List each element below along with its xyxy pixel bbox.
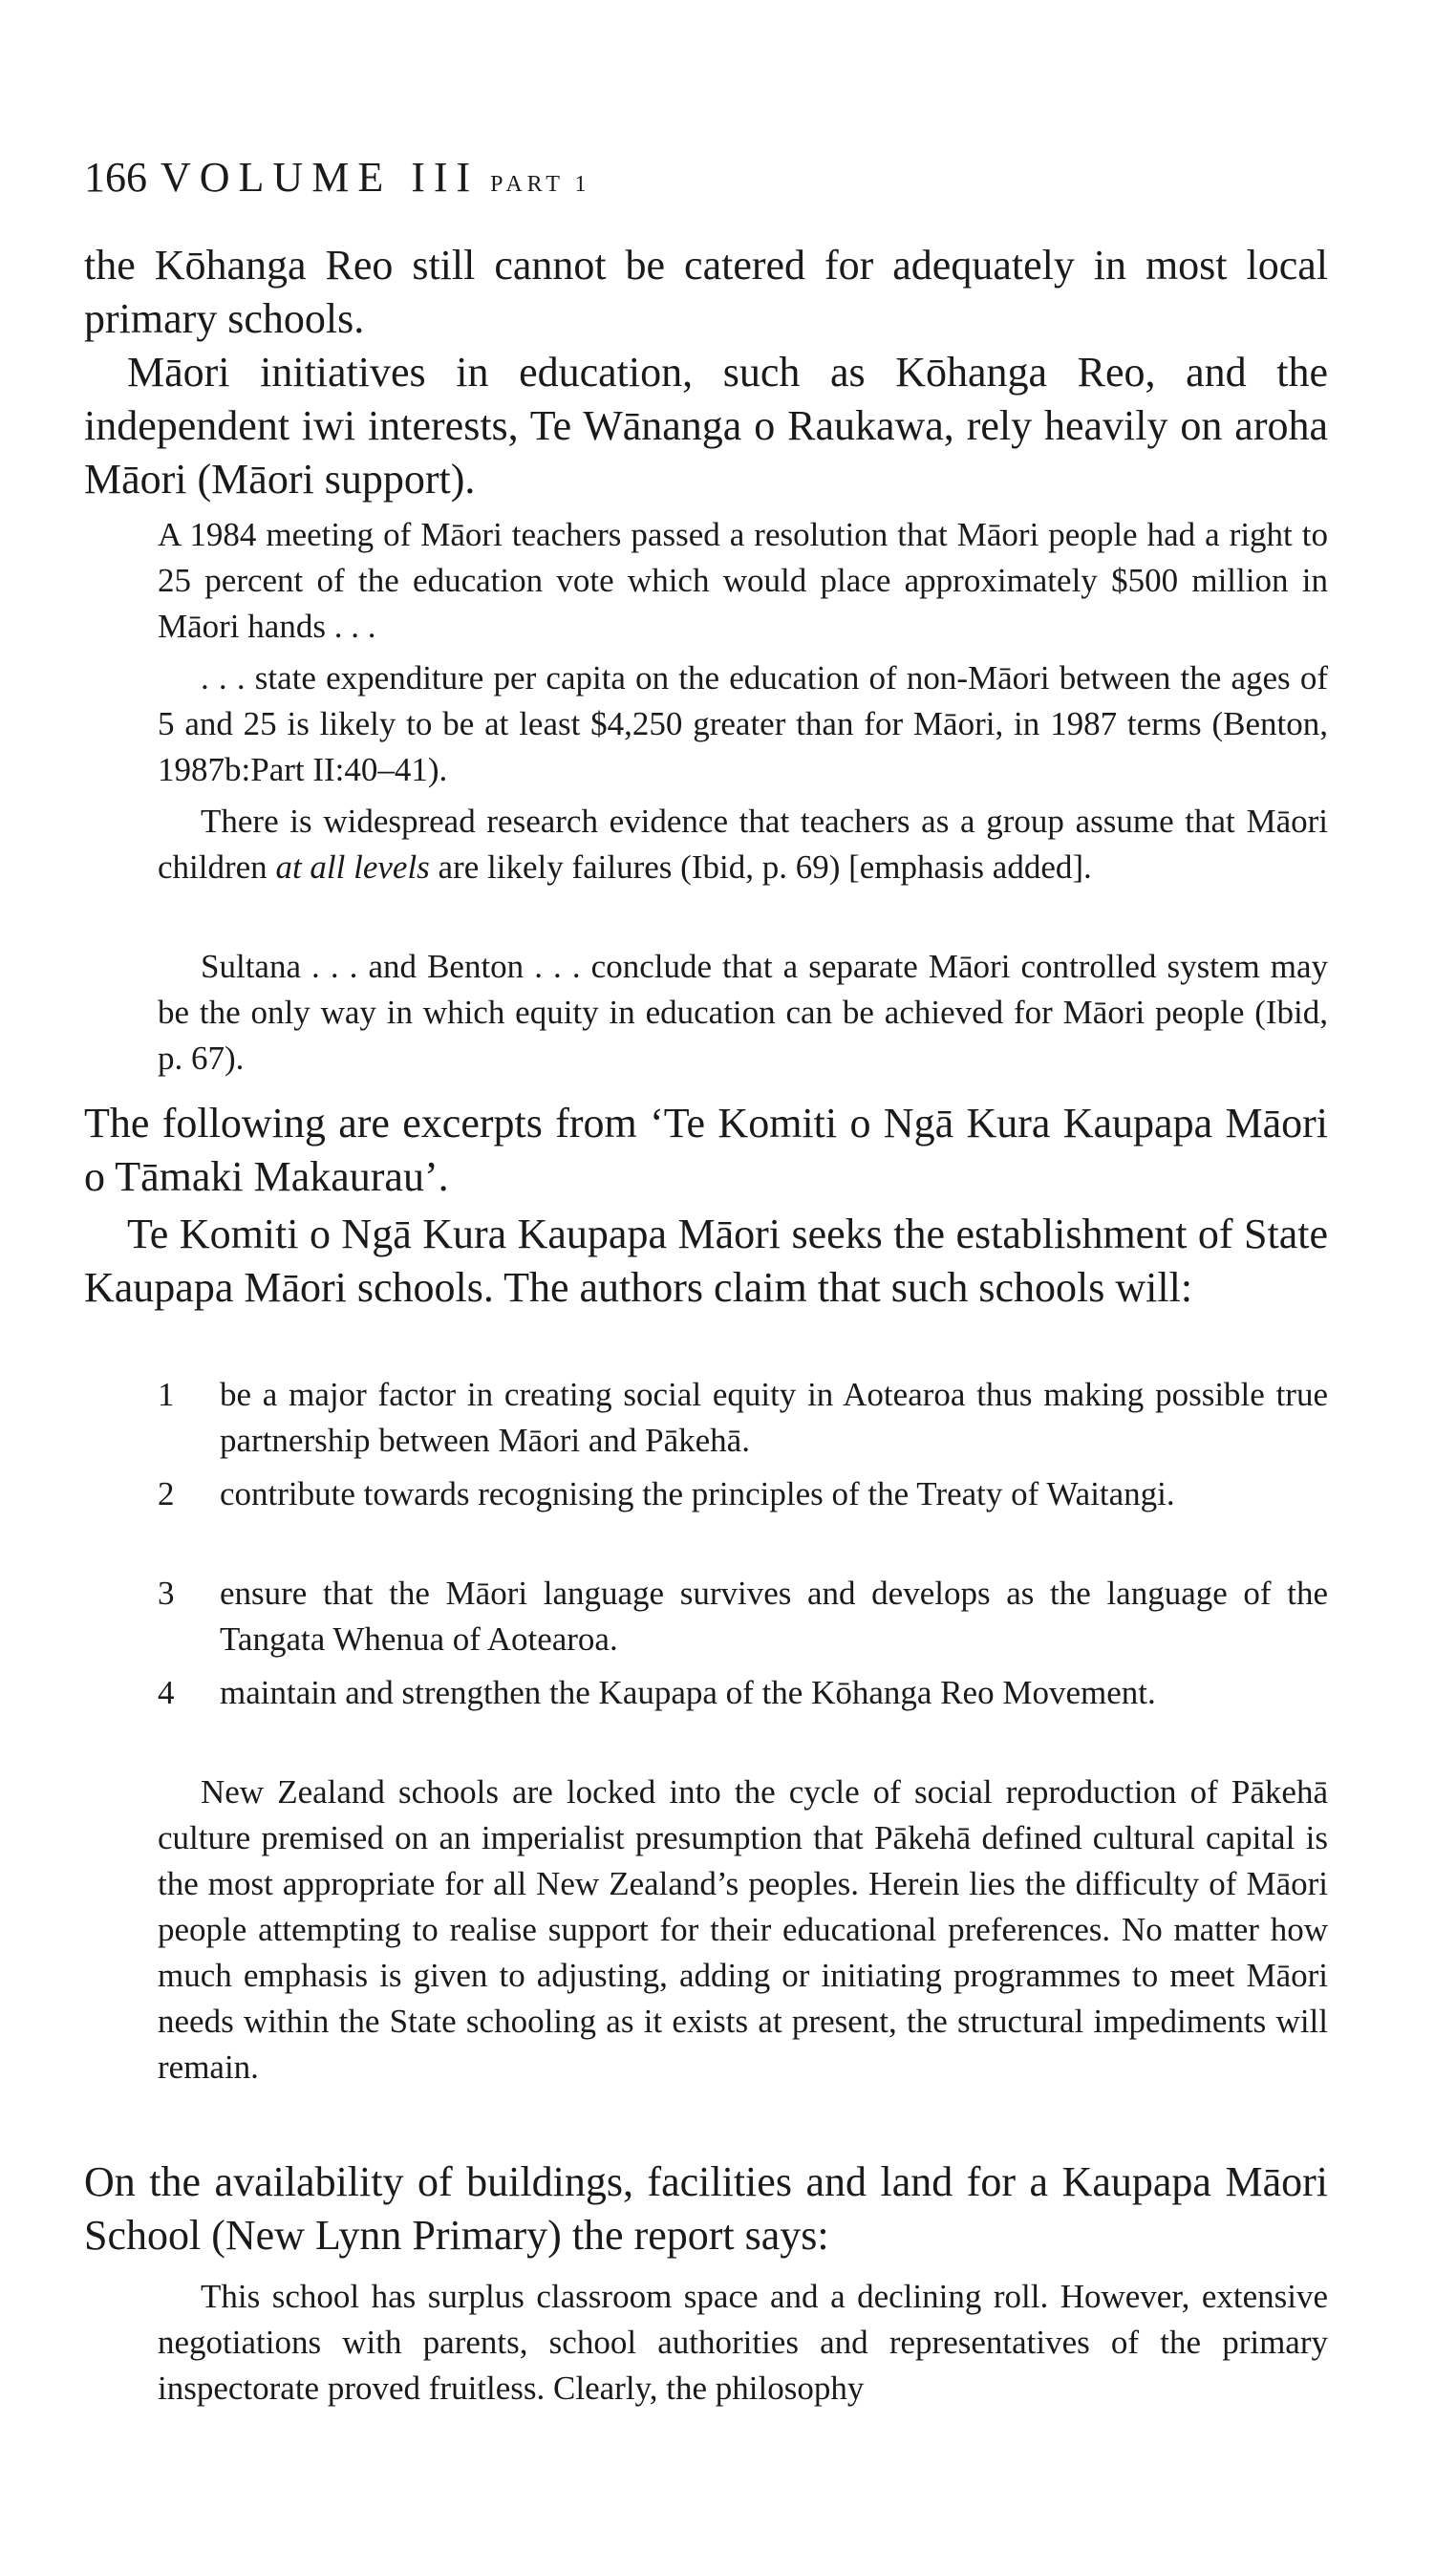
list-text: ensure that the Māori language survives and develops as the language of the Tangata Whenua of Aotearoa. (220, 1575, 1328, 1658)
paragraph-1: the Kōhanga Reo still cannot be catered for adequately in most local primary schools. (84, 242, 1328, 342)
quote-4: Sultana . . . and Benton . . . conclude that a separate Māori controlled system may be the only way in which equity in education can be achieved for Māori people (Ibid, p. 67). (158, 948, 1328, 1077)
part-label: PART 1 (490, 172, 591, 197)
running-header (84, 153, 590, 202)
list-number: 1 (158, 1376, 175, 1413)
quote-5: New Zealand schools are locked into the cycle of social reproduction of Pākehā culture premised on an imperialist presumption that Pākehā defined cultural capital is the most appropriate for all New Zealand’s peoples. Herein lies the difficulty of Māori people attempting to realise support for their educational preferences. No matter how much emphasis is given to adjusting, adding or initiating programmes to meet Māori needs within the State schooling as it exists at present, the structural impediments will remain. (158, 1773, 1328, 2086)
paragraph-3: The following are excerpts from ‘Te Komiti o Ngā Kura Kaupapa Māori o Tāmaki Makaurau’. (84, 1100, 1328, 1200)
list-number: 3 (158, 1575, 175, 1612)
quote-2: . . . state expenditure per capita on the education of non-Māori between the ages of 5 and 25 is likely to be at least $4,250 greater than for Māori, in 1987 terms (Benton, 1987b:Part II:40–41). (158, 659, 1328, 788)
quote-3-text-b: are likely failures (Ibid, p. 69) [emphasis added]. (429, 848, 1092, 886)
quote-6: This school has surplus classroom space and a declining roll. However, extensive negotiations with parents, school authorities and representatives of the primary inspectorate proved fruitless. Clearly, the philosophy (158, 2278, 1328, 2407)
paragraph-2: Māori initiatives in education, such as Kōhanga Reo, and the independent iwi interests, Te Wānanga o Raukawa, rely heavily on aroha Māori (Māori support). (84, 349, 1328, 503)
quote-3-emphasis: at all levels (275, 848, 430, 886)
quote-3-text-a: There is widespread research evidence that teachers as a group assume that Māori children (158, 803, 1328, 886)
quote-3 (158, 799, 1328, 890)
paragraph-5: On the availability of buildings, facilities and land for a Kaupapa Māori School (New Lynn Primary) the report says: (84, 2158, 1328, 2259)
list-text: contribute towards recognising the principles of the Treaty of Waitangi. (220, 1475, 1175, 1512)
page-number: 166 (84, 154, 147, 201)
volume-label: VOLUME III (161, 154, 480, 201)
list-text: maintain and strengthen the Kaupapa of the Kōhanga Reo Movement. (220, 1674, 1156, 1711)
paragraph-4: Te Komiti o Ngā Kura Kaupapa Māori seeks the establishment of State Kaupapa Māori schools. The authors claim that such schools will: (84, 1211, 1328, 1311)
quote-1: A 1984 meeting of Māori teachers passed a resolution that Māori people had a right to 25 percent of the education vote which would place approximately $500 million in Māori hands . . . (158, 516, 1328, 645)
list-number: 2 (158, 1475, 175, 1512)
list-text: be a major factor in creating social equity in Aotearoa thus making possible true partnership between Māori and Pākehā. (220, 1376, 1328, 1459)
list-number: 4 (158, 1674, 175, 1711)
